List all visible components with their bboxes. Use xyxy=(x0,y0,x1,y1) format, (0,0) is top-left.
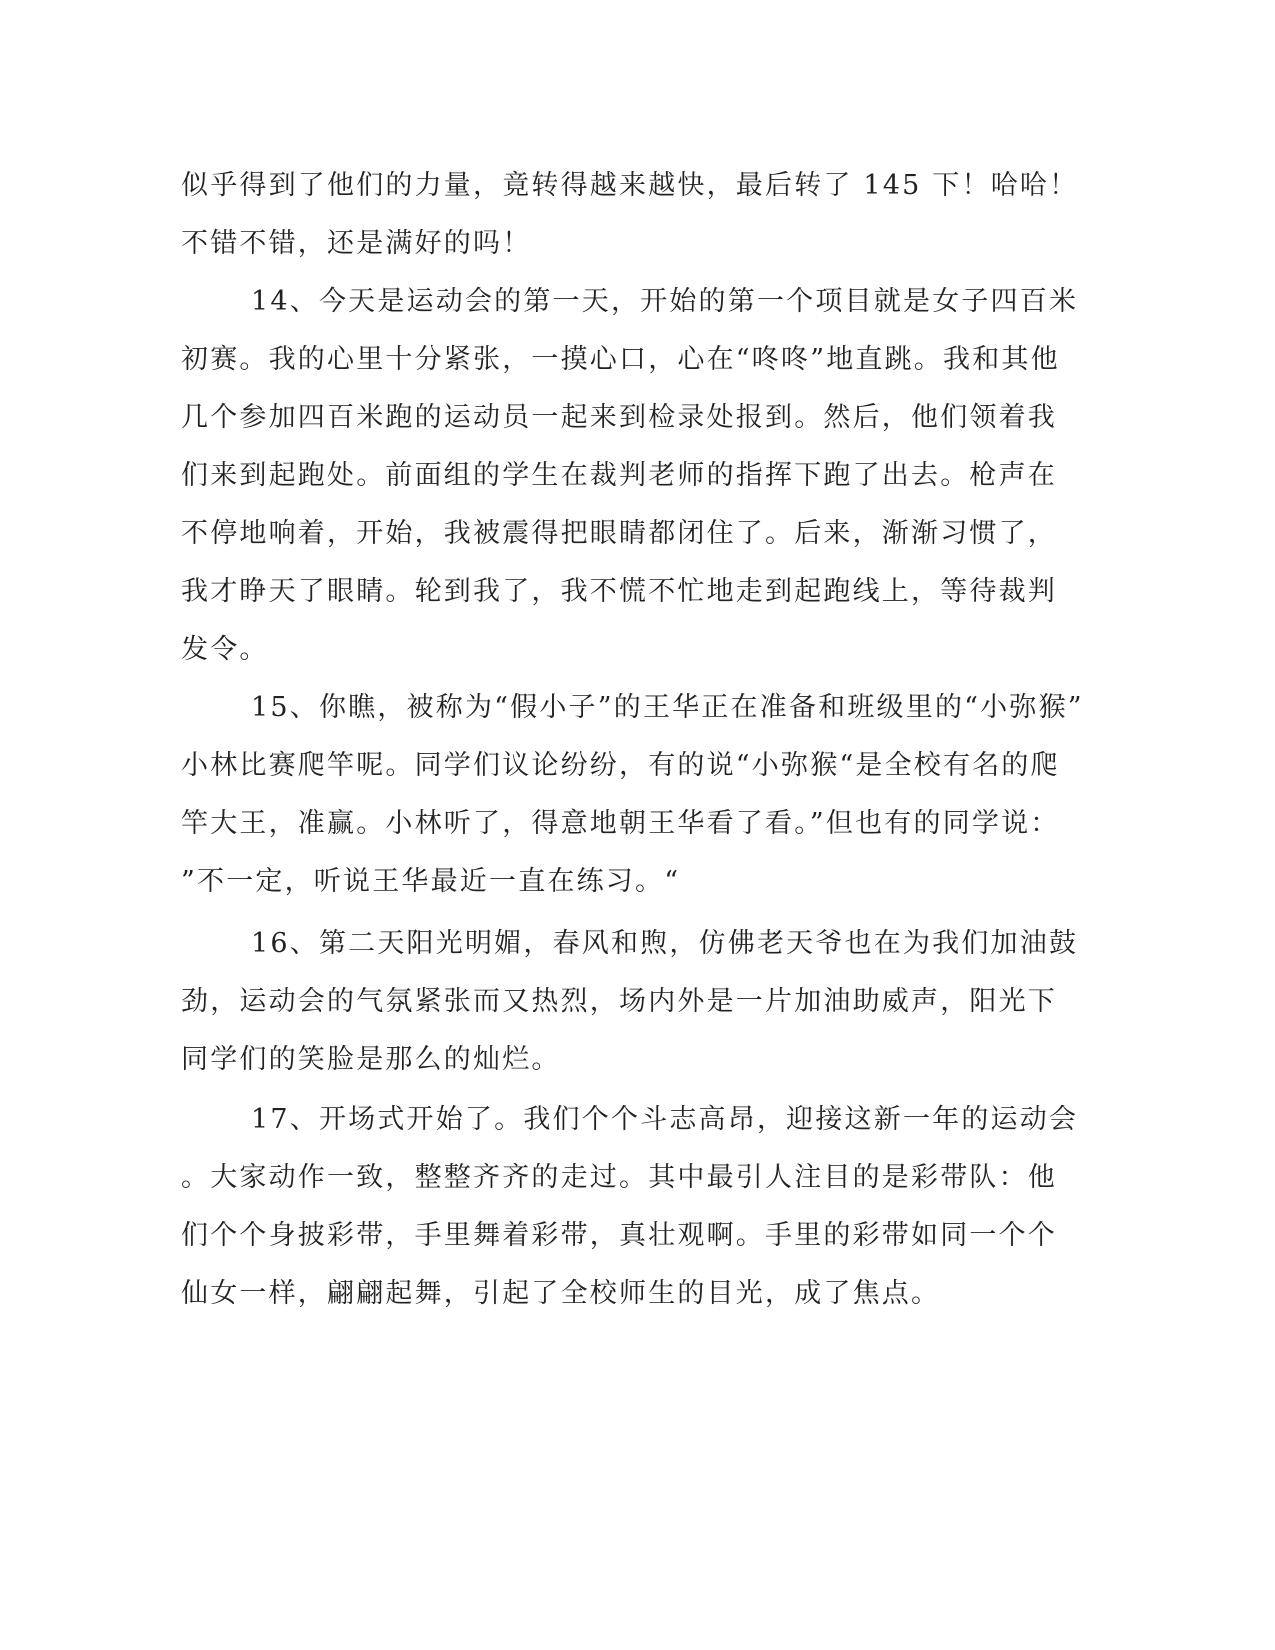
text-line: 不错不错，还是满好的吗！ xyxy=(181,228,532,259)
text-line: 几个参加四百米跑的运动员一起来到检录处报到。然后，他们领着我 xyxy=(181,402,1057,433)
text-line: 们个个身披彩带，手里舞着彩带，真壮观啊。手里的彩带如同一个个 xyxy=(181,1220,1057,1251)
paragraph-start-16: 16、第二天阳光明媚，春风和煦，仿佛老天爷也在为我们加油鼓 xyxy=(251,928,1079,959)
paragraph-start-17: 17、开场式开始了。我们个个斗志高昂，迎接这新一年的运动会 xyxy=(251,1104,1079,1135)
text-line: 初赛。我的心里十分紧张，一摸心口，心在“咚咚”地直跳。我和其他 xyxy=(181,344,1060,375)
text-line: 。大家动作一致，整整齐齐的走过。其中最引人注目的是彩带队：他 xyxy=(181,1162,1057,1193)
text-line: 仙女一样，翩翩起舞，引起了全校师生的目光，成了焦点。 xyxy=(181,1278,941,1309)
text-line: 们来到起跑处。前面组的学生在裁判老师的指挥下跑了出去。枪声在 xyxy=(181,460,1057,491)
text-line: 似乎得到了他们的力量，竟转得越来越快，最后转了 145 下！哈哈！ xyxy=(181,170,1079,201)
text-line: 不停地响着，开始，我被震得把眼睛都闭住了。后来，渐渐习惯了， xyxy=(181,518,1057,549)
paragraph-start-15: 15、你瞧，被称为“假小子”的王华正在准备和班级里的“小弥猴” xyxy=(251,692,1084,723)
paragraph-start-14: 14、今天是运动会的第一天，开始的第一个项目就是女子四百米 xyxy=(251,286,1079,317)
text-line: 同学们的笑脸是那么的灿烂。 xyxy=(181,1044,561,1075)
text-line: 我才睁天了眼睛。轮到我了，我不慌不忙地走到起跑线上，等待裁判 xyxy=(181,576,1057,607)
text-line: 发令。 xyxy=(181,634,269,665)
text-line: 小林比赛爬竿呢。同学们议论纷纷，有的说“小弥猴“是全校有名的爬 xyxy=(181,750,1060,781)
text-line: ”不一定，听说王华最近一直在练习。“ xyxy=(181,866,681,897)
text-line: 竿大王，准赢。小林听了，得意地朝王华看了看。”但也有的同学说： xyxy=(181,808,1060,839)
text-line: 劲，运动会的气氛紧张而又热烈，场内外是一片加油助威声，阳光下 xyxy=(181,986,1057,1017)
